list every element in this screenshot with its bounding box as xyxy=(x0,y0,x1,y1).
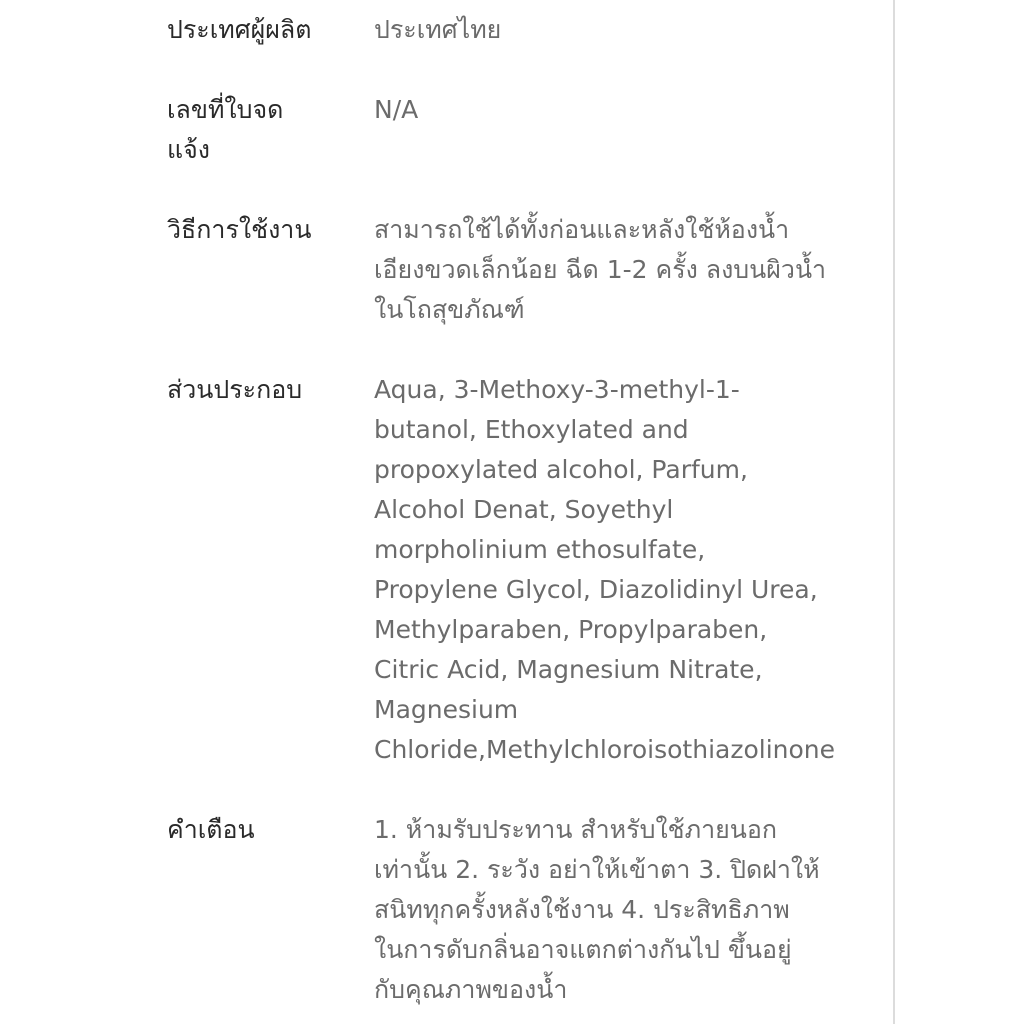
spec-row-registration xyxy=(167,90,867,210)
warning-line: เท่านั้น 2. ระวัง อย่าให้เข้าตา 3. ปิดฝาให้ xyxy=(374,855,820,884)
ingredients-line: Magnesium xyxy=(374,695,519,724)
ingredients-line: Methylparaben, Propylparaben, xyxy=(374,615,768,644)
warning-line: 1. ห้ามรับประทาน สำหรับใช้ภายนอก xyxy=(374,815,778,844)
spec-row-warning xyxy=(167,810,867,1010)
ingredients-line: butanol, Ethoxylated and xyxy=(374,415,689,444)
spec-label-registration xyxy=(167,90,374,170)
spec-row-ingredients xyxy=(167,370,867,810)
ingredients-line: propoxylated alcohol, Parfum, xyxy=(374,455,748,484)
ingredients-line: Citric Acid, Magnesium Nitrate, xyxy=(374,655,763,684)
warning-line: กับคุณภาพของน้ำ xyxy=(374,975,568,1004)
spec-row-country xyxy=(167,10,867,90)
ingredients-line: Propylene Glycol, Diazolidinyl Urea, xyxy=(374,575,818,604)
ingredients-line: Aqua, 3-Methoxy-3-methyl-1- xyxy=(374,375,740,404)
ingredients-line: morpholinium ethosulfate, xyxy=(374,535,706,564)
warning-line: ในการดับกลิ่นอาจแตกต่างกันไป ขึ้นอยู่ xyxy=(374,935,792,964)
spec-row-usage xyxy=(167,210,867,370)
spec-label-country: ประเทศผู้ผลิต xyxy=(167,15,312,44)
spec-value-registration: N/A xyxy=(374,95,419,124)
product-spec-table xyxy=(167,10,867,1010)
spec-label-ingredients: ส่วนประกอบ xyxy=(167,375,303,404)
usage-line: สามารถใช้ได้ทั้งก่อนและหลังใช้ห้องน้ำ xyxy=(374,215,790,244)
right-divider xyxy=(893,0,895,1024)
spec-value-country: ประเทศไทย xyxy=(374,15,502,44)
warning-line: สนิททุกครั้งหลังใช้งาน 4. ประสิทธิภาพ xyxy=(374,895,790,924)
spec-label-usage: วิธีการใช้งาน xyxy=(167,215,312,244)
spec-value-usage xyxy=(374,210,867,330)
usage-line: เอียงขวดเล็กน้อย ฉีด 1-2 ครั้ง ลงบนผิวน้ำ xyxy=(374,255,827,284)
spec-label-warning: คำเตือน xyxy=(167,815,255,844)
spec-value-warning xyxy=(374,810,867,1010)
spec-value-ingredients xyxy=(374,370,867,770)
ingredients-line: Chloride,Methylchloroisothiazolinone xyxy=(374,735,836,764)
ingredients-line: Alcohol Denat, Soyethyl xyxy=(374,495,674,524)
spec-label-registration-text: เลขที่ใบจดแจ้ง xyxy=(167,95,284,164)
usage-line: ในโถสุขภัณฑ์ xyxy=(374,295,525,324)
